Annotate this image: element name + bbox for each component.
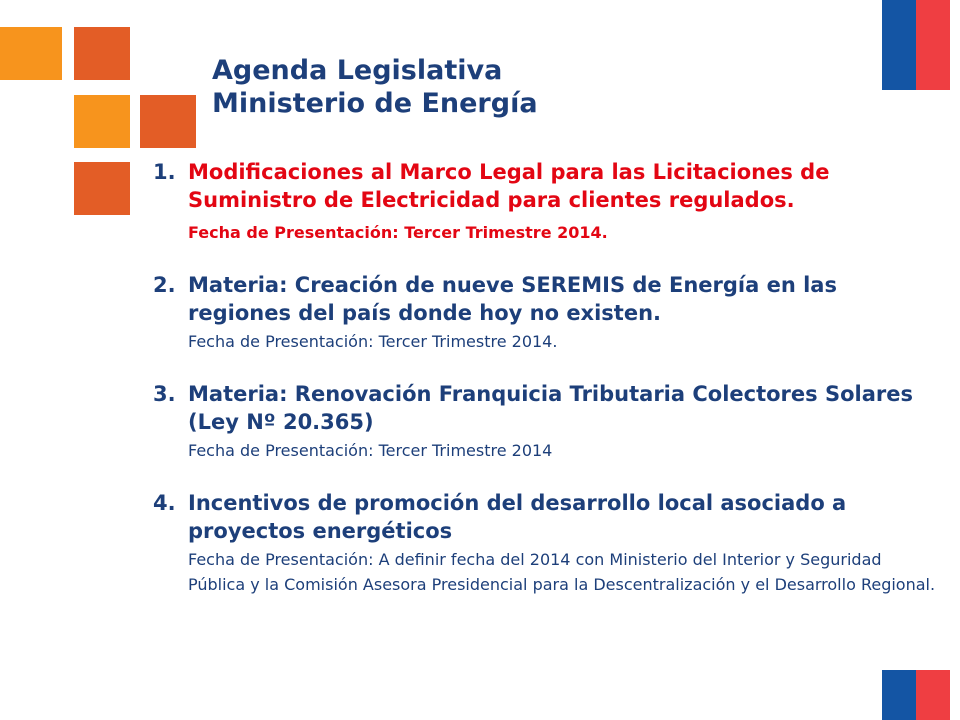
page-title	[212, 54, 538, 120]
agenda-item-3	[153, 380, 943, 463]
item-date: Fecha de Presentación: A definir fecha del 2014 con Ministerio del Interior y Seguridad Pública y la Comisión Asesora Presidencial para la Descentralización y el Desarrollo Regional.	[188, 550, 936, 594]
deco-square-3	[74, 95, 130, 148]
deco-square-1	[0, 27, 62, 80]
flag-red-bottom	[916, 670, 950, 720]
title-line-2: Ministerio de Energía	[212, 88, 538, 119]
flag-blue-top	[882, 0, 916, 90]
flag-blue-bottom	[882, 670, 916, 720]
deco-square-5	[74, 162, 130, 215]
item-heading: Incentivos de promoción del desarrollo local asociado a proyectos energéticos	[188, 491, 847, 543]
item-heading: Modificaciones al Marco Legal para las Licitaciones de Suministro de Electricidad para clientes regulados.	[188, 160, 830, 212]
deco-square-2	[74, 27, 130, 80]
item-date: Fecha de Presentación: Tercer Trimestre 2014.	[188, 332, 558, 351]
item-number: 2.	[153, 273, 176, 297]
deco-square-4	[140, 95, 196, 148]
agenda-item-2	[153, 271, 943, 354]
item-heading: Materia: Renovación Franquicia Tributaria Colectores Solares (Ley Nº 20.365)	[188, 382, 913, 434]
item-number: 1.	[153, 160, 176, 184]
item-date: Fecha de Presentación: Tercer Trimestre 2014.	[188, 223, 608, 242]
item-date: Fecha de Presentación: Tercer Trimestre 2014	[188, 441, 553, 460]
agenda-item-1	[153, 158, 943, 245]
item-number: 3.	[153, 382, 176, 406]
agenda-list	[153, 158, 943, 623]
flag-red-top	[916, 0, 950, 90]
item-heading: Materia: Creación de nueve SEREMIS de Energía en las regiones del país donde hoy no existen.	[188, 273, 837, 325]
item-number: 4.	[153, 491, 176, 515]
agenda-item-4	[153, 489, 943, 597]
title-line-1: Agenda Legislativa	[212, 55, 503, 86]
